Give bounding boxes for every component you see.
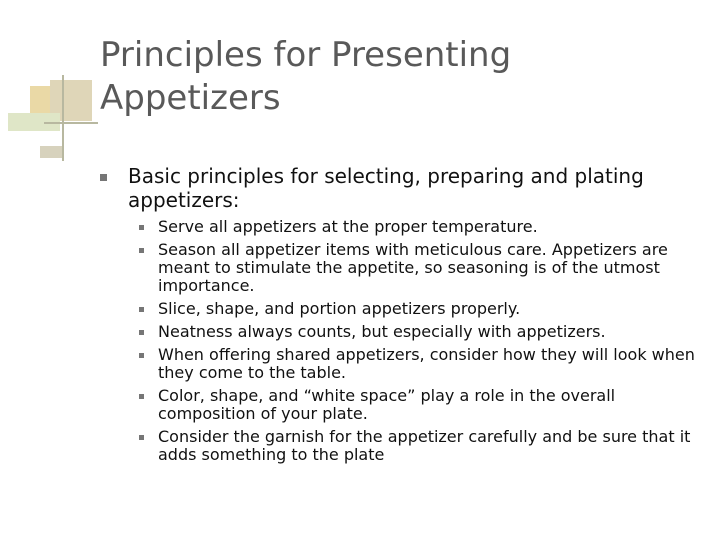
decorative-line [62, 75, 64, 161]
square-bullet-icon [139, 394, 144, 399]
sub-bullet-item [98, 387, 698, 423]
sub-bullet-list [98, 218, 698, 464]
square-bullet-icon [139, 307, 144, 312]
bullet-text: Basic principles for selecting, preparing and plating appetizers: [128, 164, 644, 212]
sub-bullet-item [98, 218, 698, 236]
sub-bullet-text: When offering shared appetizers, consider how they will look when they come to the table. [158, 345, 695, 382]
sub-bullet-text: Neatness always counts, but especially with appetizers. [158, 322, 606, 341]
decorative-line [44, 122, 98, 124]
decorative-block [40, 146, 64, 158]
square-bullet-icon [139, 435, 144, 440]
sub-bullet-item [98, 300, 698, 318]
sub-bullet-text: Serve all appetizers at the proper temperature. [158, 217, 538, 236]
bullet-list [98, 164, 698, 469]
sub-bullet-item [98, 346, 698, 382]
sub-bullet-item [98, 428, 698, 464]
slide-title: Principles for Presenting Appetizers [100, 35, 512, 118]
sub-bullet-text: Season all appetizer items with meticulous care. Appetizers are meant to stimulate the appetite, so seasoning is of the utmost importance. [158, 240, 668, 295]
square-bullet-icon [139, 225, 144, 230]
sub-bullet-item [98, 323, 698, 341]
square-bullet-icon [139, 353, 144, 358]
sub-bullet-text: Consider the garnish for the appetizer carefully and be sure that it adds something to the plate [158, 427, 691, 464]
sub-bullet-item [98, 241, 698, 295]
sub-bullet-text: Slice, shape, and portion appetizers properly. [158, 299, 521, 318]
square-bullet-icon [139, 330, 144, 335]
square-bullet-icon [139, 248, 144, 253]
square-bullet-icon [100, 174, 107, 181]
bullet-item [98, 164, 698, 212]
sub-bullet-text: Color, shape, and “white space” play a role in the overall composition of your plate. [158, 386, 616, 423]
